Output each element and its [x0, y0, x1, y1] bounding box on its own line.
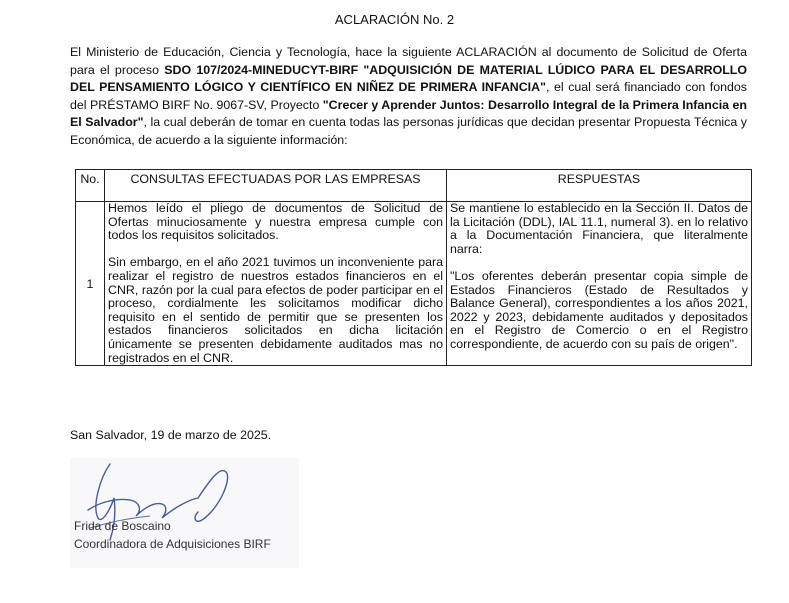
- clarification-table: [75, 169, 752, 366]
- intro-text-1: El Ministerio de Educación, Ciencia y Tecnología, hace la siguiente ACLARACIÓN al documento de Solicitud de Oferta para el proceso: [70, 45, 747, 77]
- intro-paragraph: [70, 44, 747, 150]
- intro-text-2: , el cual será financiado con fondos del PRÉSTAMO BIRF No. 9067-SV, Proyecto: [70, 80, 747, 112]
- table-row: [76, 202, 752, 366]
- document-title: ACLARACIÓN No. 2: [334, 12, 455, 27]
- header-respuestas: RESPUESTAS: [447, 170, 752, 202]
- consulta-cell: [105, 202, 447, 366]
- respuesta-paragraph: "Los oferentes deberán presentar copia simple de Estados Financieros (Estado de Resultados y Balance General), correspondientes a los años 2021, 2022 y 2023, debidamente auditados y depositados en el Registro de Comercio o en el Registro correspondiente, de acuerdo con su país de origen".: [450, 268, 748, 351]
- header-consultas: CONSULTAS EFECTUADAS POR LAS EMPRESAS: [105, 170, 447, 202]
- row-number: 1: [76, 202, 105, 366]
- respuesta-cell: [447, 202, 752, 366]
- respuesta-paragraph: Se mantiene lo establecido en la Sección II. Datos de la Licitación (DDL), IAL 11.1, numeral 3). en lo relativo a la Documentación Financiera, que literalmente narra:: [450, 201, 748, 256]
- handwritten-signature-icon: [70, 458, 299, 568]
- consulta-paragraph: Sin embargo, en el año 2021 tuvimos un inconveniente para realizar el registro de nuestros estados financieros en el CNR, razón por la cual para efectos de poder participar en el proceso, cordialmente les solicitamos modificar dicho requisito en el sentido de permitir que se presenten los estados financieros solicitados en dicha licitación únicamente se presenten debidamente auditados mas no registrados en el CNR.: [108, 255, 443, 365]
- table-header-row: [76, 170, 752, 202]
- consulta-paragraph: Hemos leído el pliego de documentos de Solicitud de Ofertas minuciosamente y nuestra empresa cumple con todos los requisitos solicitados.: [108, 201, 443, 243]
- header-number: No.: [76, 170, 105, 202]
- signer-name: Frida de Boscaino: [74, 519, 171, 533]
- date-line: San Salvador, 19 de marzo de 2025.: [70, 428, 272, 442]
- intro-text-3: , la cual deberán de tomar en cuenta todas las personas jurídicas que decidan presentar Propuesta Técnica y Económica, de acuerdo a la siguiente información:: [70, 115, 747, 147]
- signature-image: [70, 458, 299, 568]
- process-name: SDO 107/2024-MINEDUCYT-BIRF "ADQUISICIÓN DE MATERIAL LÚDICO PARA EL DESARROLLO DEL PENSAMIENTO LÓGICO Y CIENTÍFICO EN NIÑEZ DE PRIMERA INFANCIA": [70, 62, 748, 95]
- signer-position: Coordinadora de Adquisiciones BIRF: [74, 537, 271, 551]
- project-name: "Crecer y Aprender Juntos: Desarrollo Integral de la Primera Infancia en El Salvador": [70, 97, 747, 130]
